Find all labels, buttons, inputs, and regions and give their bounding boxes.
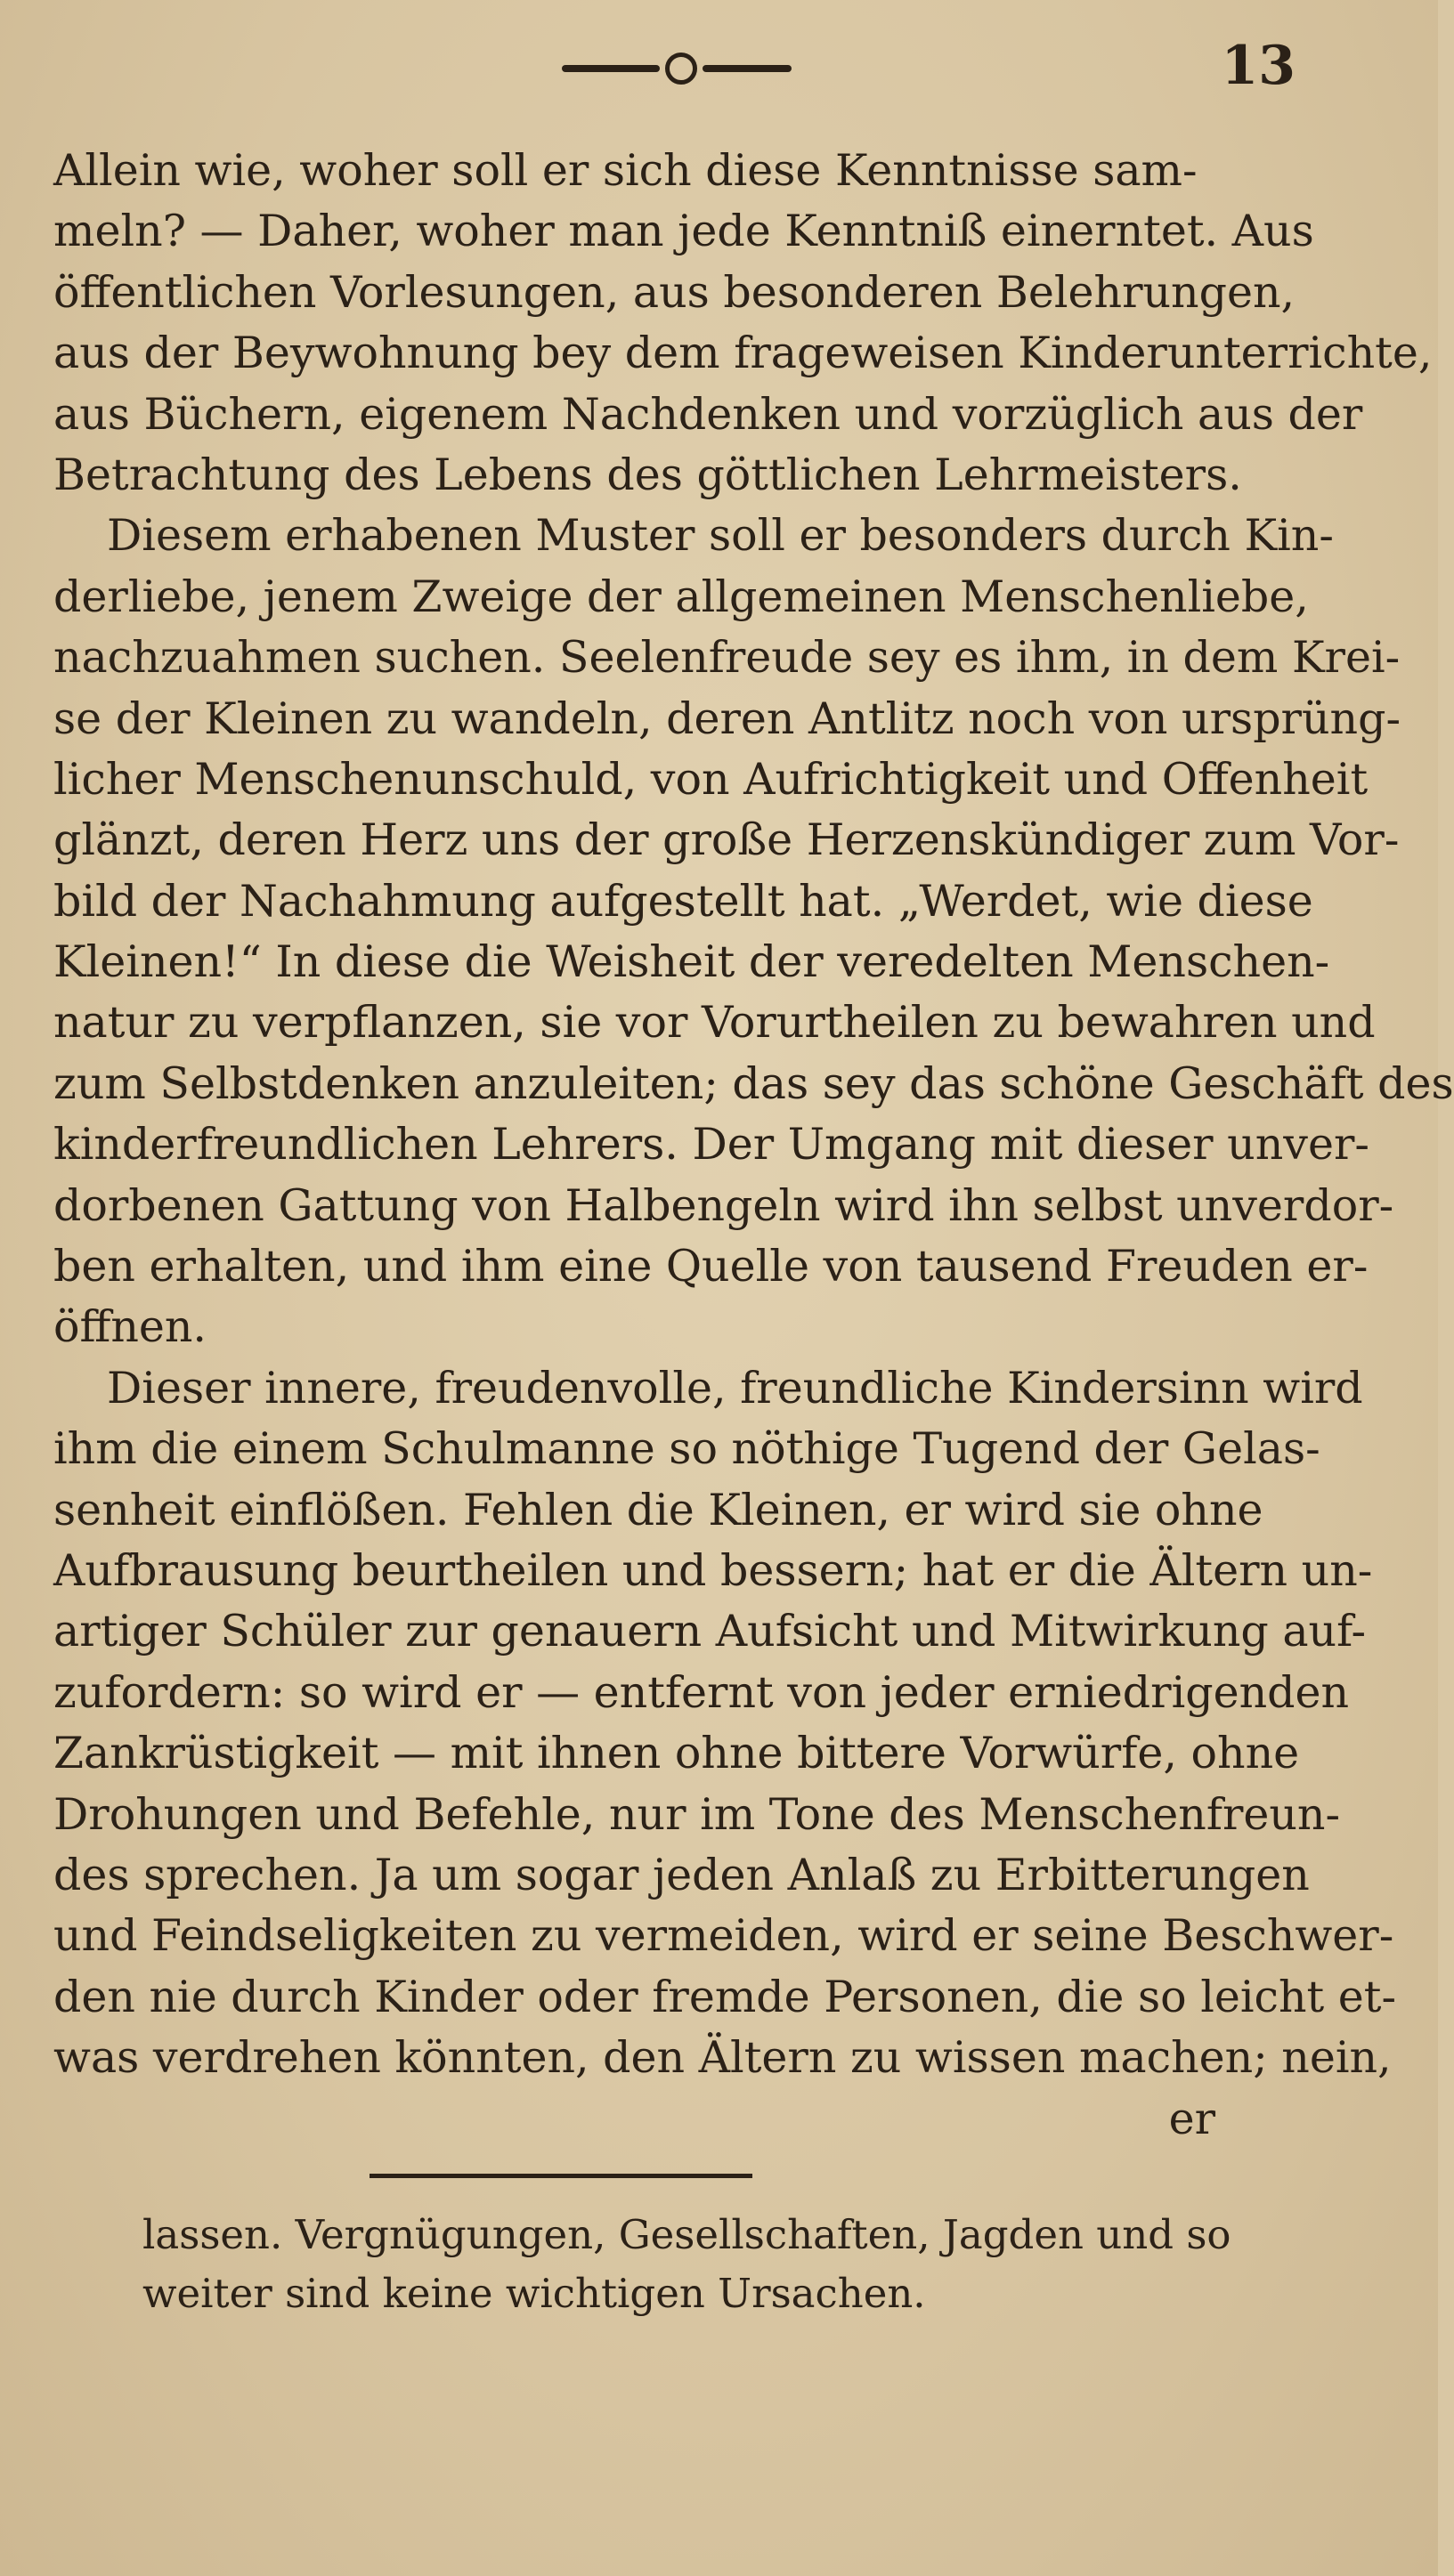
page-number: 13 <box>1221 35 1296 97</box>
text-line: licher Menschenunschuld, von Aufrichtigkeit und Offenheit <box>53 753 1369 805</box>
text-line: derliebe, jenem Zweige der allgemeinen Menschenliebe, <box>53 571 1309 622</box>
text-line: des sprechen. Ja um sogar jeden Anlaß zu Erbitterungen <box>53 1849 1310 1900</box>
text-line: zum Selbstdenken anzuleiten; das sey das schöne Geschäft des <box>53 1057 1454 1109</box>
page-header <box>0 27 1438 107</box>
text-line: Kleinen!“ In diese die Weisheit der veredelten Menschen- <box>53 936 1330 988</box>
text-line: den nie durch Kinder oder fremde Personen, die so leicht et- <box>53 1971 1397 2022</box>
text-line: Drohungen und Befehle, nur im Tone des Menschenfreun- <box>53 1788 1341 1840</box>
text-line: ben erhalten, und ihm eine Quelle von tausend Freuden er- <box>53 1241 1369 1292</box>
text-line: Diesem erhabenen Muster soll er besonders durch Kin- <box>107 510 1334 562</box>
text-line: nachzuahmen suchen. Seelenfreude sey es ihm, in dem Krei- <box>53 632 1401 684</box>
text-line: kinderfreundlichen Lehrers. Der Umgang mit dieser unver- <box>53 1119 1369 1171</box>
footnote <box>142 2206 1300 2323</box>
text-line: Betrachtung des Lebens des göttlichen Lehrmeisters. <box>53 449 1242 500</box>
text-line: Aufbrausung beurtheilen und bessern; hat er die Ältern un- <box>53 1544 1373 1596</box>
footnote-line: weiter sind keine wichtigen Ursachen. <box>142 2270 926 2317</box>
text-line: öffnen. <box>53 1301 207 1353</box>
text-line: glänzt, deren Herz uns der große Herzenskündiger zum Vor- <box>53 814 1400 866</box>
text-line: aus Büchern, eigenem Nachdenken und vorzüglich aus der <box>53 388 1363 440</box>
text-line: natur zu verpflanzen, sie vor Vorurtheilen zu bewahren und <box>53 997 1376 1049</box>
header-ornament <box>543 46 810 91</box>
footnote-divider <box>370 2174 752 2178</box>
text-line: Allein wie, woher soll er sich diese Kenntnisse sam- <box>53 145 1198 196</box>
text-line: zufordern: so wird er — entfernt von jeder erniedrigenden <box>53 1666 1350 1718</box>
ornament-rule-right <box>703 65 792 72</box>
text-line: was verdrehen könnten, den Ältern zu wissen machen; nein, <box>53 2032 1392 2084</box>
text-line: aus der Beywohnung bey dem frageweisen Kinderunterrichte, <box>53 328 1433 379</box>
text-line: meln? — Daher, woher man jede Kenntniß einerntet. Aus <box>53 206 1314 257</box>
text-line: bild der Nachahmung aufgestellt hat. „Werdet, wie diese <box>53 875 1313 927</box>
catchword: er <box>1168 2093 1215 2144</box>
ornament-rule-left <box>562 65 660 72</box>
text-line: Zankrüstigkeit — mit ihnen ohne bittere Vorwürfe, ohne <box>53 1728 1300 1779</box>
ornament-circle-icon <box>665 53 697 85</box>
text-line: öffentlichen Vorlesungen, aus besonderen Belehrungen, <box>53 266 1296 318</box>
footnote-line: lassen. Vergnügungen, Gesellschaften, Jagden und so <box>142 2211 1231 2258</box>
text-line: ihm die einem Schulmanne so nöthige Tugend der Gelas- <box>53 1423 1320 1475</box>
text-line: dorbenen Gattung von Halbengeln wird ihn selbst unverdor- <box>53 1179 1394 1231</box>
text-line: se der Kleinen zu wandeln, deren Antlitz noch von ursprüng- <box>53 693 1401 744</box>
text-line: artiger Schüler zur genauern Aufsicht und Mitwirkung auf- <box>53 1606 1367 1657</box>
text-line: und Feindseligkeiten zu vermeiden, wird er seine Beschwer- <box>53 1910 1394 1962</box>
text-line: senheit einflößen. Fehlen die Kleinen, er wird sie ohne <box>53 1484 1263 1535</box>
text-line: Dieser innere, freudenvolle, freundliche Kindersinn wird <box>107 1362 1363 1414</box>
body-text <box>53 141 1454 2150</box>
